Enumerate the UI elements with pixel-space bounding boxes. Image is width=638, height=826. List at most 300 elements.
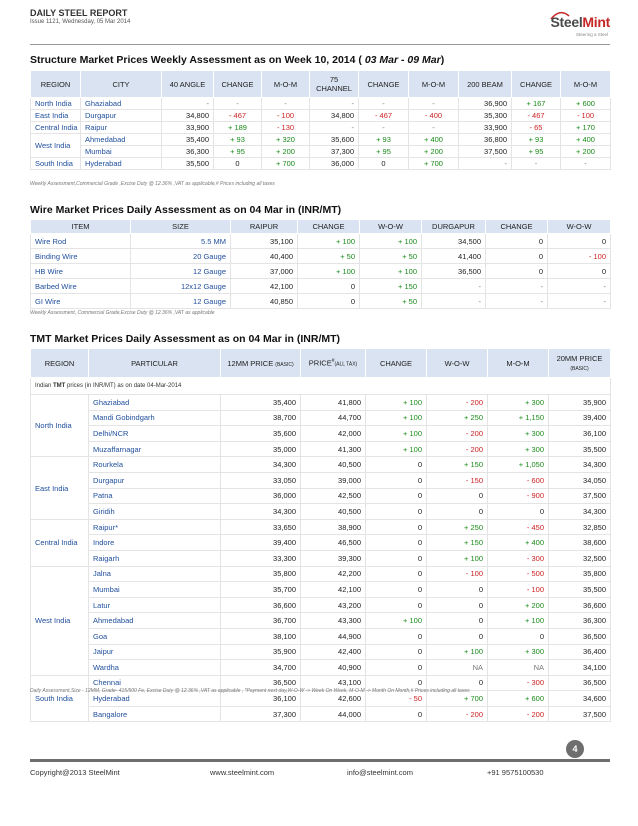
structure-col-1: CITY [81, 71, 162, 98]
city-cell: Muzaffarnagar [89, 441, 221, 457]
value-cell: - 150 [427, 472, 488, 488]
value-cell: - 100 [262, 110, 310, 122]
value-cell: - 600 [488, 472, 549, 488]
value-cell: 40,900 [301, 660, 366, 676]
value-cell: + 300 [488, 441, 549, 457]
table-row [31, 706, 611, 722]
value-cell: 43,300 [301, 613, 366, 629]
region-cell: North India [31, 98, 81, 110]
structure-col-5: 75 CHANNEL [310, 71, 359, 98]
value-cell: 34,050 [549, 472, 611, 488]
col-20mm-price: 20MM PRICE (BASIC) [549, 349, 611, 378]
tmt-section-title: TMT Market Prices Daily Assessment as on 04 Mar in (INR/MT) [30, 333, 341, 345]
value-cell: 0 [486, 249, 548, 264]
value-cell: - 100 [548, 249, 611, 264]
value-cell: 42,100 [231, 279, 298, 294]
value-cell: 33,900 [459, 122, 512, 134]
value-cell: 37,500 [549, 706, 611, 722]
value-cell: 35,800 [221, 566, 301, 582]
table-row [31, 294, 611, 309]
value-cell: 33,050 [221, 472, 301, 488]
value-cell: - [422, 279, 486, 294]
wire-col-3: CHANGE [298, 220, 360, 234]
value-cell: - 450 [488, 519, 549, 535]
value-cell: 35,800 [549, 566, 611, 582]
value-cell: + 100 [366, 426, 427, 442]
value-cell: 40,850 [231, 294, 298, 309]
value-cell: 37,000 [231, 264, 298, 279]
col-price-all-tax: PRICE#(ALL TAX) [301, 349, 366, 378]
value-cell: 38,100 [221, 628, 301, 644]
col-region: REGION [31, 349, 89, 378]
city-cell: Chennai [89, 675, 221, 691]
value-cell: 42,100 [301, 582, 366, 598]
value-cell: 41,800 [301, 395, 366, 411]
value-cell: + 400 [488, 535, 549, 551]
value-cell: + 93 [214, 134, 262, 146]
col-wow: W-O-W [427, 349, 488, 378]
value-cell: 36,400 [549, 644, 611, 660]
city-cell: Delhi/NCR [89, 426, 221, 442]
size-cell: 12 Gauge [131, 294, 231, 309]
value-cell: + 400 [409, 134, 459, 146]
value-cell: 35,700 [221, 582, 301, 598]
value-cell: 0 [548, 234, 611, 249]
value-cell: 42,400 [301, 644, 366, 660]
table-row [31, 519, 611, 535]
value-cell: + 600 [488, 691, 549, 707]
value-cell: - [162, 98, 214, 110]
page-number: 4 [566, 740, 584, 758]
value-cell: 37,300 [310, 146, 359, 158]
value-cell: 0 [366, 660, 427, 676]
region-cell: Central India [31, 519, 89, 566]
value-cell: 0 [548, 264, 611, 279]
value-cell: 0 [214, 158, 262, 170]
table-row [31, 597, 611, 613]
city-cell: Jalna [89, 566, 221, 582]
value-cell: + 150 [360, 279, 422, 294]
city-cell: Hyderabad [89, 691, 221, 707]
value-cell: 0 [486, 264, 548, 279]
value-cell: 0 [366, 675, 427, 691]
tmt-subheader: Indian TMT prices (in INR/MT) as on date 04-Mar-2014 [31, 378, 611, 395]
value-cell: 36,100 [549, 426, 611, 442]
table-row [31, 504, 611, 520]
value-cell: + 250 [427, 410, 488, 426]
value-cell: + 1,150 [488, 410, 549, 426]
value-cell: 34,100 [549, 660, 611, 676]
steelmint-logo [548, 10, 610, 40]
value-cell: + 200 [409, 146, 459, 158]
value-cell: - [214, 98, 262, 110]
structure-col-7: M-O-M [409, 71, 459, 98]
col-change: CHANGE [366, 349, 427, 378]
table-row [31, 582, 611, 598]
value-cell: + 100 [366, 441, 427, 457]
value-cell: 46,500 [301, 535, 366, 551]
wire-section-title: Wire Market Prices Daily Assessment as on 04 Mar in (INR/MT) [30, 204, 342, 216]
value-cell: - [486, 294, 548, 309]
value-cell: 35,500 [549, 441, 611, 457]
value-cell: + 93 [512, 134, 561, 146]
value-cell: + 300 [488, 395, 549, 411]
value-cell: + 100 [366, 395, 427, 411]
value-cell: + 100 [360, 264, 422, 279]
value-cell: - 900 [488, 488, 549, 504]
value-cell: 35,500 [549, 582, 611, 598]
value-cell: + 200 [262, 146, 310, 158]
city-cell: Durgapur [89, 472, 221, 488]
value-cell: 39,400 [221, 535, 301, 551]
table-row [31, 234, 611, 249]
value-cell: 0 [488, 504, 549, 520]
value-cell: 39,400 [549, 410, 611, 426]
value-cell: 0 [366, 597, 427, 613]
value-cell: + 600 [561, 98, 611, 110]
city-cell: Giridih [89, 504, 221, 520]
issue-line: Issue 1121, Wednesday, 05 Mar 2014 [30, 19, 131, 25]
value-cell: 43,100 [301, 675, 366, 691]
header-divider [30, 44, 610, 45]
value-cell: 0 [298, 279, 360, 294]
table-row [31, 279, 611, 294]
value-cell: + 300 [488, 644, 549, 660]
value-cell: + 100 [298, 234, 360, 249]
value-cell: - 300 [488, 550, 549, 566]
value-cell: - 200 [427, 441, 488, 457]
city-cell: Mandi Gobindgarh [89, 410, 221, 426]
table-row [31, 457, 611, 473]
value-cell: - 100 [561, 110, 611, 122]
item-cell: HB Wire [31, 264, 131, 279]
value-cell: 36,600 [221, 597, 301, 613]
value-cell: - 400 [409, 110, 459, 122]
value-cell: - 65 [512, 122, 561, 134]
value-cell: 39,300 [301, 550, 366, 566]
value-cell: - 130 [262, 122, 310, 134]
structure-section-title: Structure Market Prices Weekly Assessment as on Week 10, 2014 ( 03 Mar - 09 Mar) [30, 54, 445, 66]
table-row [31, 98, 611, 110]
value-cell: + 1,050 [488, 457, 549, 473]
value-cell: + 150 [427, 457, 488, 473]
table-row [31, 660, 611, 676]
table-row [31, 410, 611, 426]
value-cell: - 467 [512, 110, 561, 122]
value-cell: - [548, 294, 611, 309]
value-cell: 0 [427, 597, 488, 613]
value-cell: - [486, 279, 548, 294]
city-cell: Goa [89, 628, 221, 644]
value-cell: + 700 [262, 158, 310, 170]
structure-price-table [30, 70, 611, 170]
value-cell: 36,800 [459, 134, 512, 146]
region-cell: West India [31, 134, 81, 158]
value-cell: + 95 [512, 146, 561, 158]
value-cell: + 100 [488, 613, 549, 629]
col-mom: M-O-M [488, 349, 549, 378]
city-cell: Ghaziabad [89, 395, 221, 411]
value-cell: 38,700 [221, 410, 301, 426]
value-cell: 36,300 [549, 613, 611, 629]
region-cell: West India [31, 566, 89, 675]
wire-col-0: ITEM [31, 220, 131, 234]
value-cell: 35,000 [221, 441, 301, 457]
size-cell: 5.5 MM [131, 234, 231, 249]
structure-col-4: M-O-M [262, 71, 310, 98]
value-cell: 0 [366, 457, 427, 473]
value-cell: 40,400 [231, 249, 298, 264]
value-cell: 35,500 [162, 158, 214, 170]
value-cell: - [422, 294, 486, 309]
value-cell: + 100 [366, 613, 427, 629]
value-cell: + 100 [298, 264, 360, 279]
structure-col-9: CHANGE [512, 71, 561, 98]
table-row [31, 264, 611, 279]
footer-phone: +91 9575100530 [487, 768, 544, 777]
value-cell: 40,500 [301, 457, 366, 473]
value-cell: 0 [359, 158, 409, 170]
table-row [31, 644, 611, 660]
city-cell: Bangalore [89, 706, 221, 722]
value-cell: 35,600 [310, 134, 359, 146]
report-header [30, 8, 610, 48]
structure-col-6: CHANGE [359, 71, 409, 98]
value-cell: 0 [366, 504, 427, 520]
size-cell: 12x12 Gauge [131, 279, 231, 294]
value-cell: + 200 [488, 597, 549, 613]
value-cell: - 100 [488, 582, 549, 598]
city-cell: Jaipur [89, 644, 221, 660]
value-cell: 0 [366, 488, 427, 504]
wire-col-2: RAIPUR [231, 220, 298, 234]
value-cell: 34,300 [549, 457, 611, 473]
value-cell: + 150 [427, 535, 488, 551]
wire-col-5: DURGAPUR [422, 220, 486, 234]
city-cell: Ahmedabad [89, 613, 221, 629]
value-cell: 42,500 [301, 488, 366, 504]
value-cell: - 300 [488, 675, 549, 691]
value-cell: + 189 [214, 122, 262, 134]
value-cell: 35,400 [221, 395, 301, 411]
value-cell: 33,300 [221, 550, 301, 566]
city-cell: Raipur [81, 122, 162, 134]
city-cell: Raipur* [89, 519, 221, 535]
value-cell: 36,900 [459, 98, 512, 110]
footer-copyright: Copyright@2013 SteelMint [30, 768, 120, 777]
value-cell: 36,500 [549, 628, 611, 644]
value-cell: 43,200 [301, 597, 366, 613]
value-cell: - [262, 98, 310, 110]
value-cell: + 100 [427, 550, 488, 566]
value-cell: 33,900 [162, 122, 214, 134]
region-cell: Central India [31, 122, 81, 134]
value-cell: 34,800 [310, 110, 359, 122]
table-row [31, 426, 611, 442]
table-row [31, 395, 611, 411]
value-cell: 40,500 [301, 504, 366, 520]
value-cell: 35,600 [221, 426, 301, 442]
table-row [31, 472, 611, 488]
value-cell: - 100 [427, 566, 488, 582]
structure-col-8: 200 BEAM [459, 71, 512, 98]
footer-website[interactable]: www.steelmint.com [210, 768, 275, 777]
report-title: DAILY STEEL REPORT [30, 8, 128, 18]
city-cell: Hyderabad [81, 158, 162, 170]
value-cell: 34,600 [549, 691, 611, 707]
value-cell: 36,500 [422, 264, 486, 279]
value-cell: - 200 [488, 706, 549, 722]
value-cell: 37,300 [221, 706, 301, 722]
value-cell: 36,500 [221, 675, 301, 691]
value-cell: - 50 [366, 691, 427, 707]
city-cell: Indore [89, 535, 221, 551]
value-cell: - [310, 122, 359, 134]
value-cell: - [548, 279, 611, 294]
value-cell: + 100 [427, 644, 488, 660]
value-cell: 34,300 [221, 457, 301, 473]
wire-col-1: SIZE [131, 220, 231, 234]
table-row [31, 613, 611, 629]
value-cell: 35,300 [459, 110, 512, 122]
value-cell: - 500 [488, 566, 549, 582]
footer-email[interactable]: info@steelmint.com [347, 768, 413, 777]
value-cell: 34,300 [221, 504, 301, 520]
value-cell: NA [427, 660, 488, 676]
value-cell: 36,500 [549, 675, 611, 691]
value-cell: 34,300 [549, 504, 611, 520]
size-cell: 20 Gauge [131, 249, 231, 264]
value-cell: 0 [488, 628, 549, 644]
wire-col-4: W-O-W [360, 220, 422, 234]
value-cell: 36,300 [162, 146, 214, 158]
region-cell: East India [31, 457, 89, 519]
city-cell: Mumbai [81, 146, 162, 158]
value-cell: + 700 [409, 158, 459, 170]
col-particular: PARTICULAR [89, 349, 221, 378]
value-cell: 0 [427, 488, 488, 504]
wire-col-7: W-O-W [548, 220, 611, 234]
value-cell: 0 [366, 706, 427, 722]
value-cell: 0 [427, 675, 488, 691]
table-row [31, 122, 611, 134]
wire-col-6: CHANGE [486, 220, 548, 234]
region-cell: South India [31, 675, 89, 722]
value-cell: 0 [486, 234, 548, 249]
item-cell: Wire Rod [31, 234, 131, 249]
region-cell: South India [31, 158, 81, 170]
value-cell: 37,500 [459, 146, 512, 158]
value-cell: 32,850 [549, 519, 611, 535]
value-cell: + 200 [561, 146, 611, 158]
value-cell: 0 [366, 550, 427, 566]
value-cell: 0 [427, 504, 488, 520]
table-row [31, 134, 611, 146]
structure-footnote: Weekly Assessment,Commercial Grade ,Excise Duty @ 12.36% ,VAT as applicable,# Prices including all taxes [30, 181, 275, 187]
city-cell: Mumbai [89, 582, 221, 598]
structure-col-10: M-O-M [561, 71, 611, 98]
value-cell: + 320 [262, 134, 310, 146]
value-cell: 42,600 [301, 691, 366, 707]
value-cell: 35,100 [231, 234, 298, 249]
value-cell: + 300 [488, 426, 549, 442]
value-cell: - 200 [427, 426, 488, 442]
value-cell: 41,400 [422, 249, 486, 264]
value-cell: 0 [366, 644, 427, 660]
table-row [31, 146, 611, 158]
value-cell: + 400 [561, 134, 611, 146]
city-cell: Durgapur [81, 110, 162, 122]
value-cell: - 200 [427, 395, 488, 411]
region-cell: East India [31, 110, 81, 122]
city-cell: Patna [89, 488, 221, 504]
value-cell: 35,900 [221, 644, 301, 660]
value-cell: + 100 [360, 234, 422, 249]
value-cell: + 700 [427, 691, 488, 707]
value-cell: - 200 [427, 706, 488, 722]
value-cell: 34,800 [162, 110, 214, 122]
value-cell: + 100 [366, 410, 427, 426]
city-cell: Raigarh [89, 550, 221, 566]
value-cell: 37,500 [549, 488, 611, 504]
value-cell: 0 [427, 628, 488, 644]
value-cell: - [561, 158, 611, 170]
city-cell: Rourkela [89, 457, 221, 473]
logo-wordmark: SteelMint [550, 14, 610, 30]
value-cell: + 50 [360, 249, 422, 264]
city-cell: Ghaziabad [81, 98, 162, 110]
value-cell: + 95 [214, 146, 262, 158]
value-cell: + 170 [561, 122, 611, 134]
value-cell: 0 [298, 294, 360, 309]
value-cell: 44,700 [301, 410, 366, 426]
value-cell: 0 [366, 628, 427, 644]
value-cell: 36,600 [549, 597, 611, 613]
region-cell: North India [31, 395, 89, 457]
table-row [31, 535, 611, 551]
value-cell: 39,000 [301, 472, 366, 488]
value-cell: NA [488, 660, 549, 676]
item-cell: GI Wire [31, 294, 131, 309]
table-row [31, 566, 611, 582]
value-cell: 0 [366, 472, 427, 488]
value-cell: - [409, 98, 459, 110]
table-row [31, 550, 611, 566]
item-cell: Barbed Wire [31, 279, 131, 294]
value-cell: + 93 [359, 134, 409, 146]
value-cell: 35,900 [549, 395, 611, 411]
value-cell: - [459, 158, 512, 170]
size-cell: 12 Gauge [131, 264, 231, 279]
value-cell: - [310, 98, 359, 110]
footer-divider [30, 759, 610, 762]
value-cell: + 50 [298, 249, 360, 264]
value-cell: 44,000 [301, 706, 366, 722]
value-cell: 35,400 [162, 134, 214, 146]
value-cell: 42,200 [301, 566, 366, 582]
value-cell: + 250 [427, 519, 488, 535]
value-cell: 0 [366, 566, 427, 582]
value-cell: 36,000 [221, 488, 301, 504]
value-cell: 0 [366, 519, 427, 535]
value-cell: 36,000 [310, 158, 359, 170]
value-cell: - 467 [359, 110, 409, 122]
structure-col-2: 40 ANGLE [162, 71, 214, 98]
wire-price-table [30, 219, 611, 309]
value-cell: 0 [427, 582, 488, 598]
value-cell: 34,500 [422, 234, 486, 249]
tmt-footnote: Daily Assessment,Size - 12MM, Grade- 415/500 Fe, Excise Duty @ 12.36% ,VAT as applicable , *Payment next day,W-O-W -> Week On Week, M-O-M -> Month On Month,# Prices including all taxes [30, 688, 470, 694]
